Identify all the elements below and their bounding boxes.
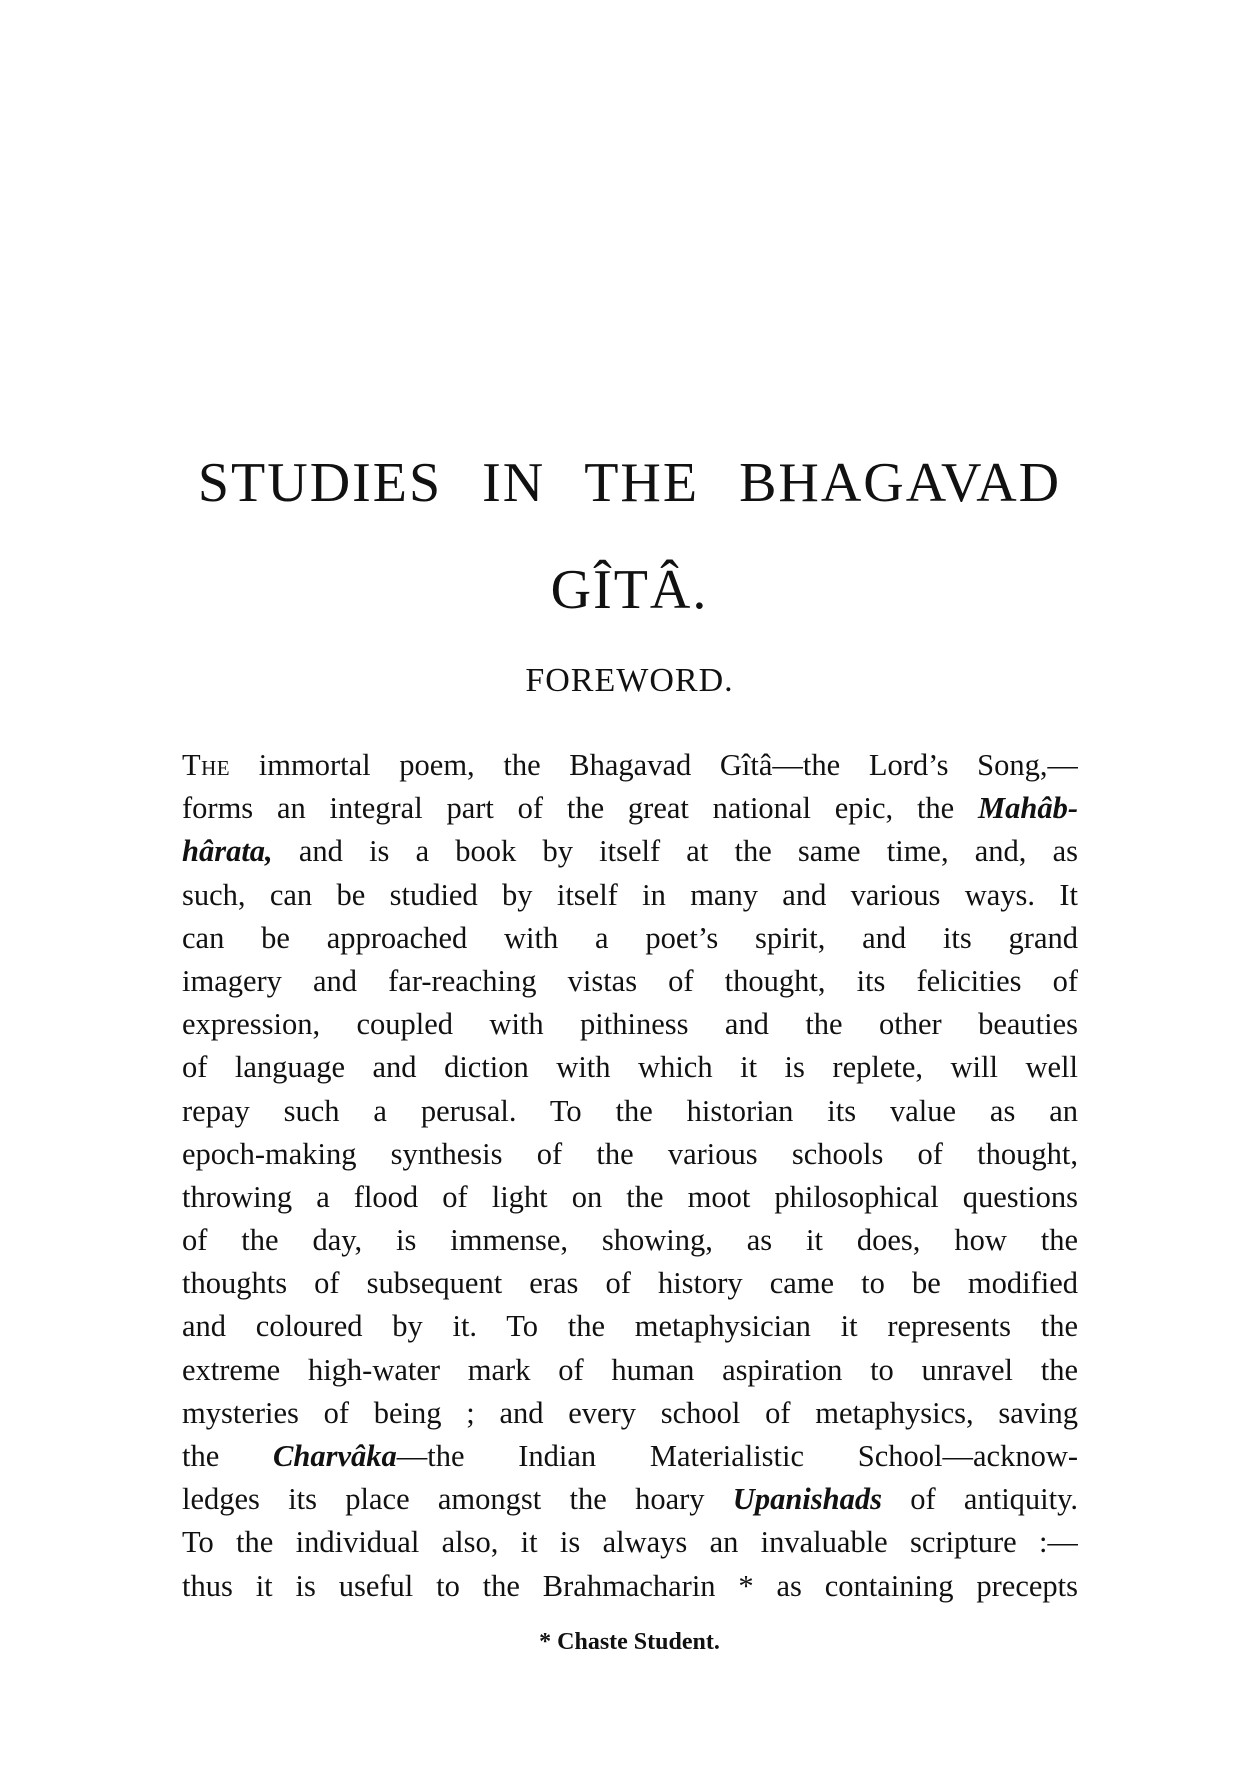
title-line-1: STUDIES IN THE BHAGAVAD [197, 452, 1062, 514]
text-line: expression, coupled with pithiness and the other beauties [182, 1007, 1078, 1042]
text-line [182, 744, 1078, 787]
text-line: of the day, is immense, showing, as it does, how the [182, 1223, 1078, 1258]
text-line: thus it is useful to the Brahmacharin * as containing precepts [182, 1568, 1078, 1603]
text-line [182, 787, 1078, 830]
text-line [182, 1435, 1078, 1478]
text-span: —the Indian Materialistic School—acknow- [396, 1439, 1078, 1473]
italic-term: hârata, [182, 834, 273, 869]
text-line: imagery and far-reaching vistas of thought, its felicities of [182, 963, 1078, 998]
text-line: repay such a perusal. To the historian its value as an [182, 1093, 1078, 1128]
text-span: ledges its place amongst the hoary [182, 1482, 705, 1517]
text-line: such, can be studied by itself in many and various ways. It [182, 877, 1078, 912]
text-line: can be approached with a poet’s spirit, and its grand [182, 920, 1078, 955]
text-span: of antiquity. [910, 1482, 1078, 1517]
italic-term: Upanishads [732, 1482, 882, 1517]
body-text [182, 744, 1078, 1608]
text-line [182, 830, 1078, 873]
section-heading: FOREWORD. [525, 662, 734, 699]
italic-term: Charvâka [273, 1439, 397, 1473]
text-line: thoughts of subsequent eras of history came to be modified [182, 1266, 1078, 1301]
text-line: of language and diction with which it is replete, will well [182, 1050, 1078, 1085]
footnote: * Chaste Student. [539, 1629, 720, 1655]
text-line [182, 1478, 1078, 1521]
text-line: extreme high-water mark of human aspiration to unravel the [182, 1352, 1078, 1387]
text-span: the [182, 1439, 220, 1473]
small-caps-word: The [182, 748, 231, 782]
text-line: and coloured by it. To the metaphysician it represents the [182, 1309, 1078, 1344]
italic-term: Mahâb- [978, 791, 1078, 826]
text-span: forms an integral part of the great national epic, the [182, 791, 955, 826]
text-line: throwing a flood of light on the moot philosophical questions [182, 1179, 1078, 1214]
text-line: mysteries of being ; and every school of metaphysics, saving [182, 1395, 1078, 1430]
text-span: and is a book by itself at the same time, and, as [298, 834, 1078, 869]
text-line: To the individual also, it is always an invaluable scripture :— [182, 1525, 1078, 1560]
text-line: epoch-making synthesis of the various schools of thought, [182, 1136, 1078, 1171]
text-span: immortal poem, the Bhagavad Gîtâ—the Lord’s Song,— [258, 748, 1078, 782]
title-line-2: GÎTÂ. [550, 559, 709, 621]
